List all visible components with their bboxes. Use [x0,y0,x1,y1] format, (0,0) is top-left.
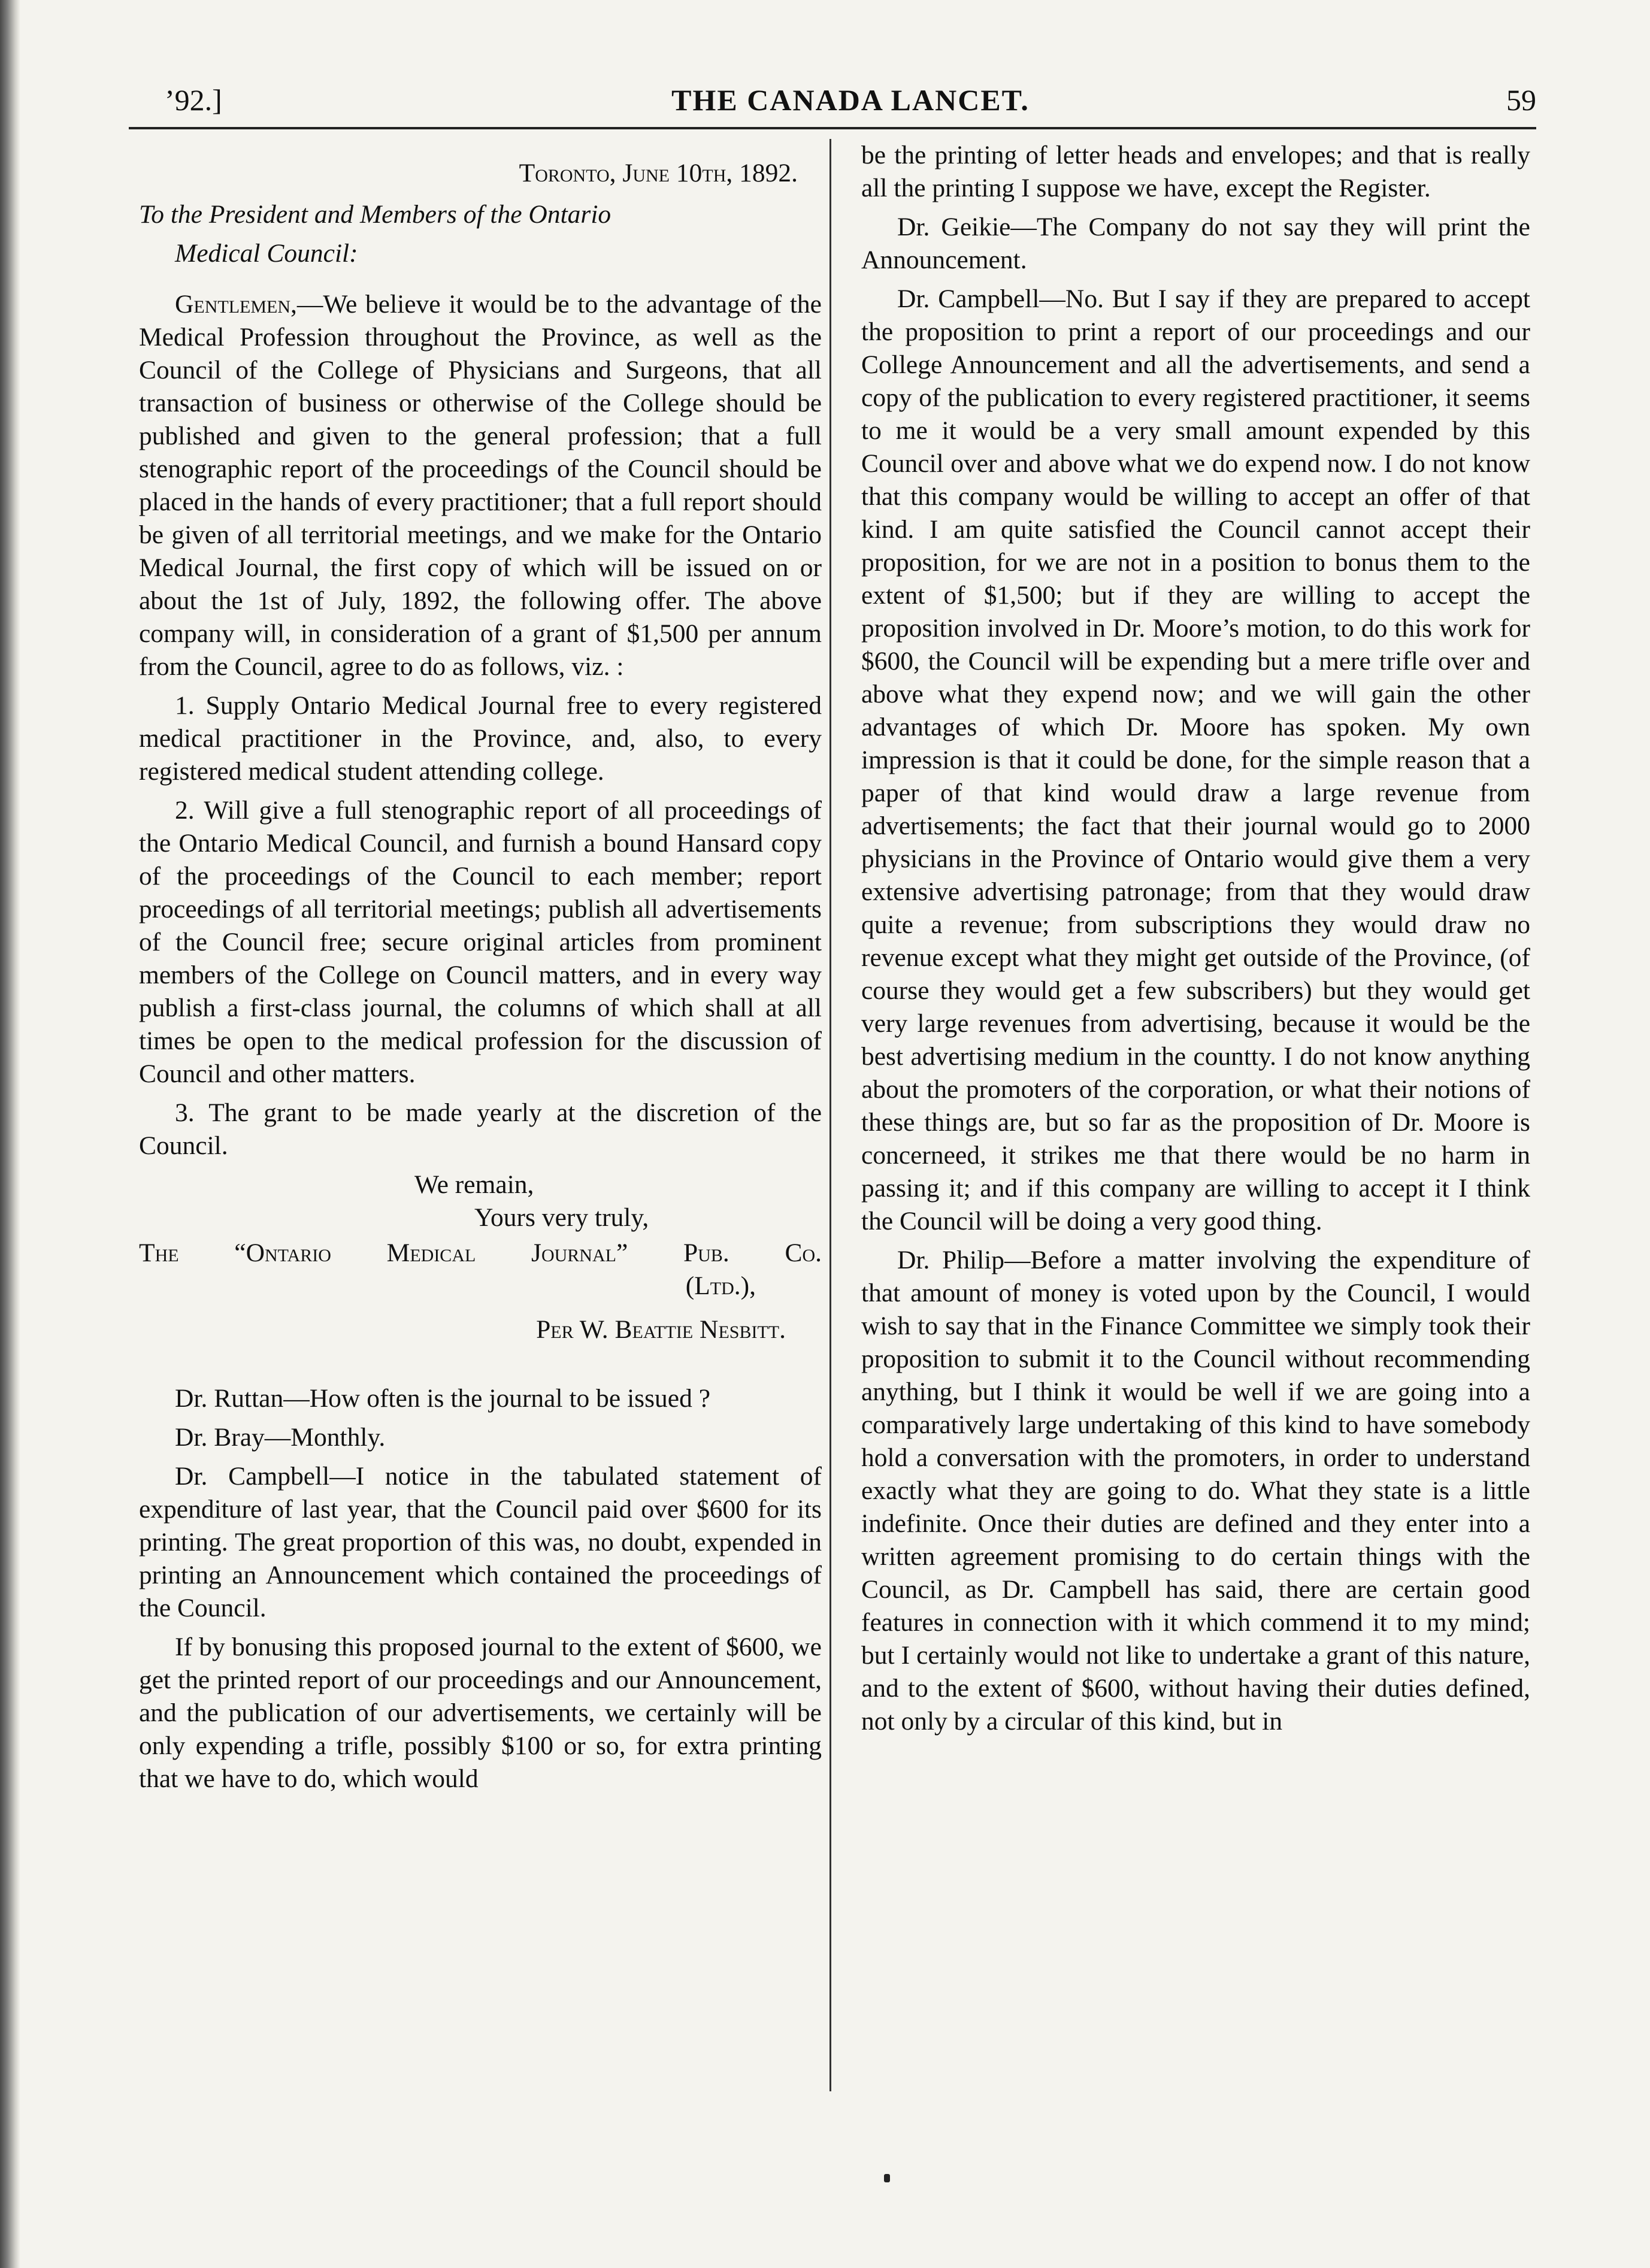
left-column [139,139,822,2085]
letter-body [139,288,822,683]
letter-date: Toronto, June 10th, 1892. [519,159,798,187]
letter-salutation: Gentlemen, [175,290,297,319]
paragraph-campbell-2: Dr. Campbell—No. But I say if they are prepared to accept the proposition to print a report of our proceedings and our College Announcement and all the advertisements, and send a copy of the publication to every registered practitioner, it seems to me it would be a very small amount expended by this Council over and above what we do expend now. I do not know that this company would be willing to accept an offer of that kind. I am quite satisfied the Council cannot accept their proposition, for we are not in a position to bonus them to the extent of $1,500; but if they are willing to accept the proposition involved in Dr. Moore’s motion, to do this work for $600, the Council will be expending but a mere trifle over and above what they expend now; and we will gain the other advantages of which Dr. Moore has spoken. My own impression is that it could be done, for the simple reason that a paper of that kind would draw a large revenue from advertisements; the fact that their journal would go to 2000 physicians in the Province of Ontario would give them a very extensive advertising patronage; from that they would draw quite a revenue; from subscriptions they would draw no revenue except what they might get outside of the Province, (of course they would get a few subscribers) but they would get very large revenues from advertising, because it would be the best advertising medium in the countty. I do not know anything about the promoters of the corporation, or what their notions of these things are, but so far as the proposition of Dr. Moore is concerneed, it strikes me that there would be no harm in passing it; and if this company are willing to accept it I think the Council will be doing a very good thing. [861,284,1530,1236]
publisher-line: The “Ontario Medical Journal” Pub. Co. [139,1239,822,1267]
header-rule [129,127,1536,129]
publisher-ltd: (Ltd.), [685,1271,756,1300]
running-header [165,77,1536,125]
paragraph-campbell-1: Dr. Campbell—I notice in the tabulated statement of expenditure of last year, that the Council paid over $600 for its printing. The great proportion of this was, no doubt, expended in printing an Announcement which contained the proceedings of the Council. [139,1462,822,1622]
paragraph-bonusing: If by bonusing this proposed journal to the extent of $600, we get the printed report of our proceedings and our Announcement, and the publication of our advertisements, we certainly will be only expending a trifle, possibly $100 or so, for extra printing that we have to do, which would [139,1633,822,1793]
letter-item-1: 1. Supply Ontario Medical Journal free to every registered medical practitioner in the Province, and, also, to every registered medical student attending college. [139,691,822,786]
page-number: 59 [1506,83,1536,117]
header-year: ’92.] [165,83,222,117]
letter-signature: Per W. Beattie Nesbitt. [536,1315,786,1344]
letter-item-3: 3. The grant to be made yearly at the discretion of the Council. [139,1098,822,1160]
paragraph-bray: Dr. Bray—Monthly. [175,1423,386,1452]
letter-closing-1: We remain, [414,1170,534,1199]
printer-mark [884,2174,890,2182]
column-divider [829,139,831,2091]
paragraph-philip: Dr. Philip—Before a matter involving the expenditure of that amount of money is voted upon by the Council, I would wish to say that in the Finance Committee we simply took their proposition to submit it to the Council without recommending anything, but I think it would be well if we are going into a comparatively large undertaking of this kind to have somebody hold a conversation with the promoters, in order to understand exactly what they are going to do. What they state is a little indefinite. Once their duties are defined and they enter into a written agreement promising to do certain things with the Council, as Dr. Campbell has said, there are certain good features in connection with it which commend it to my mind; but I certainly would not like to undertake a grant of this nature, and to the extent of $600, without having their duties defined, not only by a circular of this kind, but in [861,1246,1530,1736]
paragraph-continuation: be the printing of letter heads and envelopes; and that is really all the printing I suppose we have, except the Register. [861,141,1530,202]
scan-edge [0,0,20,2268]
letter-body-text: —We believe it would be to the advantage of the Medical Profession throughout the Province, as well as the Council of the College of Physicians and Surgeons, that all transaction of business or otherwise of the College should be published and given to the general profession; that a full stenographic report of the proceedings of the Council should be placed in the hands of every practitioner; that a full report should be given of all territorial meetings, and we make for the Ontario Medical Journal, the first copy of which will be issued on or about the 1st of July, 1892, the following offer. The above company will, in consideration of a grant of $1,500 per annum from the Council, agree to do as follows, viz. : [139,290,822,681]
letter-address-line-2: Medical Council: [175,239,358,268]
letter-address-line-1: To the President and Members of the Ontario [139,200,611,229]
letter-item-2: 2. Will give a full stenographic report of all proceedings of the Ontario Medical Council, and furnish a bound Hansard copy of the proceedings of the Council to each member; report proceedings of all territorial meetings; publish all advertisements of the Council free; secure original articles from prominent members of the College on Council matters, and in every way publish a first-class journal, the columns of which shall at all times be open to the medical profession for the discussion of Council and other matters. [139,796,822,1088]
journal-title: THE CANADA LANCET. [671,83,1030,117]
paragraph-geikie: Dr. Geikie—The Company do not say they will print the Announcement. [861,213,1530,274]
letter-closing-2: Yours very truly, [474,1203,649,1232]
right-column [861,139,1530,2085]
paragraph-ruttan: Dr. Ruttan—How often is the journal to be issued ? [175,1384,711,1413]
